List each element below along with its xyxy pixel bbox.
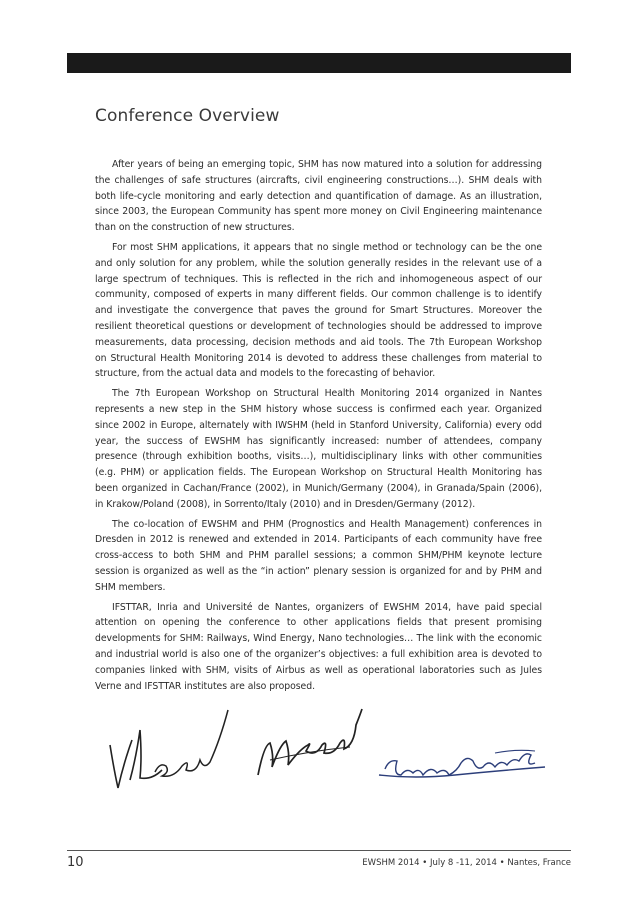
footer-divider bbox=[67, 850, 571, 851]
page-title: Conference Overview bbox=[95, 106, 280, 126]
paragraph: The co-location of EWSHM and PHM (Prognostics and Health Management) conferences in Dresden in 2012 is renewed and extended in 2014. Participants of each community have free cross-access to both SHM and PHM parallel sessions; a common SHM/PHM keynote lecture session is organized as well as the “in action” plenary session is organized for and by PHM and SHM members. bbox=[95, 518, 542, 593]
page-number: 10 bbox=[67, 855, 84, 870]
paragraph: For most SHM applications, it appears that no single method or technology can be the one and only solution for any problem, while the solution generally resides in the relevant use of a large spectrum of techniques. This is reflected in the rich and inhomogeneous aspect of our community, composed of experts in many different fields. Our common challenge is to identify and investigate the convergence that paves the ground for Smart Structures. Moreover the resilient theoretical questions or development of technologies should be addressed to improve measurements, data processing, decision methods and aid tools. The 7th European Workshop on Structural Health Monitoring 2014 is devoted to address these challenges from material to structure, from the actual data and models to the forecasting of behavior. bbox=[95, 241, 542, 380]
paragraph: The 7th European Workshop on Structural Health Monitoring 2014 organized in Nantes represents a new step in the SHM history whose success is confirmed each year. Organized since 2002 in Europe, alternately with IWSHM (held in Stanford University, California) every odd year, the success of EWSHM has significantly increased: number of attendees, company presence (through exhibition booths, visits…), multidisciplinary links with other communities (e.g. PHM) or application fields. The European Workshop on Structural Health Monitoring has been organized in Cachan/France (2002), in Munich/Germany (2004), in Granada/Spain (2006), in Krakow/Poland (2008), in Sorrento/Italy (2010) and in Dresden/Germany (2012). bbox=[95, 388, 542, 510]
document-body bbox=[95, 157, 542, 698]
paragraph: After years of being an emerging topic, SHM has now matured into a solution for addressing the challenges of safe structures (aircrafts, civil engineering constructions…). SHM deals with both life-cycle monitoring and early detection and quantification of damage. As an illustration, since 2003, the European Community has spent more money on Civil Engineering maintenance than on the construction of new structures. bbox=[95, 159, 542, 234]
header-bar bbox=[67, 53, 571, 73]
signatures bbox=[100, 700, 550, 800]
signature-schoefs bbox=[375, 745, 550, 790]
signature-mevel bbox=[250, 705, 370, 785]
signature-le-cam bbox=[100, 700, 230, 795]
footer-event-info: EWSHM 2014 • July 8 -11, 2014 • Nantes, France bbox=[362, 858, 571, 868]
paragraph: IFSTTAR, Inria and Université de Nantes, organizers of EWSHM 2014, have paid special attention on opening the conference to other applications fields that present promising developments for SHM: Railways, Wind Energy, Nano technologies… The link with the economic and industrial world is also one of the organizer’s objectives: a full exhibition area is devoted to companies linked with SHM, visits of Airbus as well as operational laboratories such as Jules Verne and IFSTTAR institutes are also proposed. bbox=[95, 601, 542, 692]
